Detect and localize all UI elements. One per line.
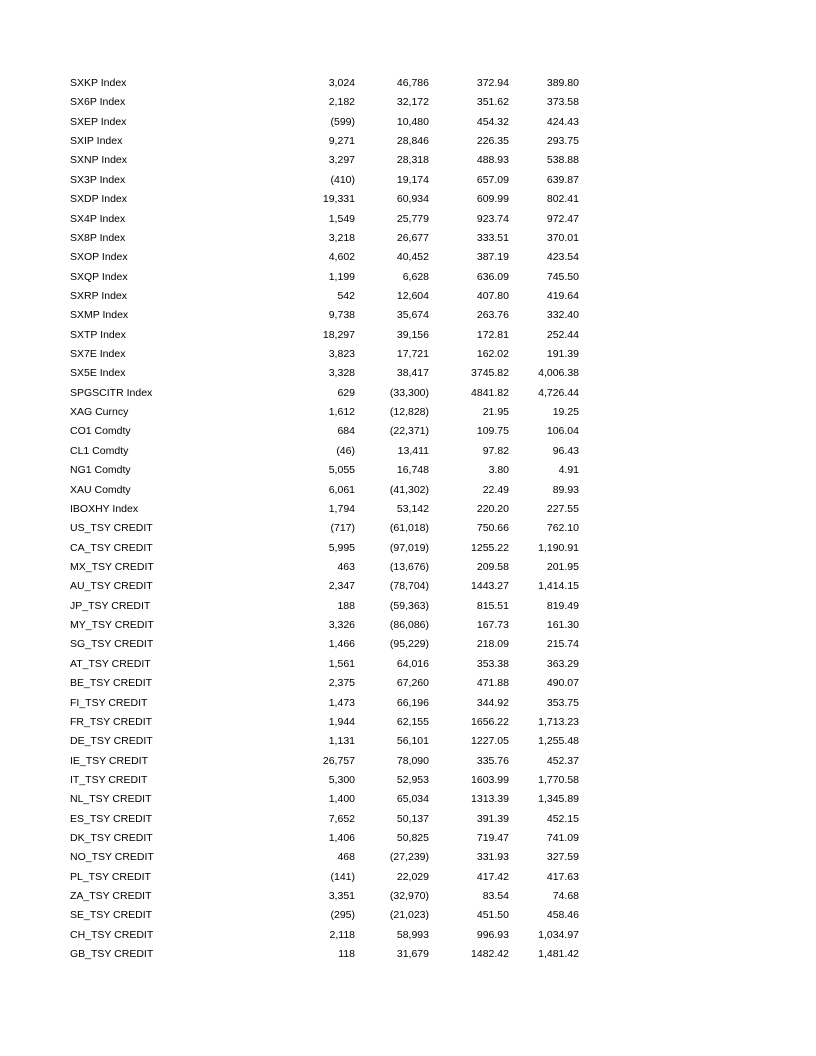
table-row bbox=[0, 326, 816, 345]
row-label: IE_TSY CREDIT bbox=[70, 754, 148, 767]
table-row bbox=[0, 151, 816, 170]
table-row bbox=[0, 732, 816, 751]
table-row bbox=[0, 113, 816, 132]
row-value-3: 351.62 bbox=[476, 96, 509, 109]
row-label: AU_TSY CREDIT bbox=[70, 580, 153, 593]
row-value-4: 1,481.42 bbox=[538, 948, 579, 961]
row-value-1: 6,061 bbox=[328, 483, 355, 496]
row-value-3: 335.76 bbox=[476, 754, 509, 767]
row-value-3: 1656.22 bbox=[471, 715, 509, 728]
row-value-3: 417.42 bbox=[476, 870, 509, 883]
row-value-1: (717) bbox=[330, 522, 355, 535]
row-value-2: (12,828) bbox=[389, 406, 429, 419]
table-row bbox=[0, 926, 816, 945]
row-value-4: 227.55 bbox=[546, 502, 579, 515]
row-value-4: 1,770.58 bbox=[538, 773, 579, 786]
row-label: CH_TSY CREDIT bbox=[70, 928, 154, 941]
row-value-1: 463 bbox=[337, 560, 355, 573]
row-value-3: 391.39 bbox=[476, 812, 509, 825]
row-value-2: (86,086) bbox=[389, 619, 429, 632]
row-value-1: 26,757 bbox=[322, 754, 355, 767]
row-label: FR_TSY CREDIT bbox=[70, 715, 153, 728]
row-label: MY_TSY CREDIT bbox=[70, 619, 154, 632]
row-value-2: 12,604 bbox=[396, 289, 429, 302]
row-value-4: 802.41 bbox=[546, 193, 579, 206]
row-value-3: 4841.82 bbox=[471, 386, 509, 399]
row-value-4: 252.44 bbox=[546, 328, 579, 341]
row-value-1: 1,466 bbox=[328, 638, 355, 651]
row-value-3: 209.58 bbox=[476, 560, 509, 573]
row-value-4: 96.43 bbox=[552, 444, 579, 457]
row-value-4: 762.10 bbox=[546, 522, 579, 535]
row-value-3: 719.47 bbox=[476, 832, 509, 845]
row-value-2: 16,748 bbox=[396, 464, 429, 477]
row-label: BE_TSY CREDIT bbox=[70, 677, 153, 690]
row-label: FI_TSY CREDIT bbox=[70, 696, 148, 709]
row-value-1: 2,375 bbox=[328, 677, 355, 690]
row-value-3: 750.66 bbox=[476, 522, 509, 535]
row-label: SPGSCITR Index bbox=[70, 386, 153, 399]
row-value-2: 13,411 bbox=[397, 444, 429, 457]
table-row bbox=[0, 461, 816, 480]
row-label: ZA_TSY CREDIT bbox=[70, 890, 152, 903]
row-value-2: (32,970) bbox=[389, 890, 429, 903]
row-label: SXIP Index bbox=[70, 135, 123, 148]
row-value-1: 19,331 bbox=[322, 193, 355, 206]
row-label: NL_TSY CREDIT bbox=[70, 793, 152, 806]
row-value-3: 657.09 bbox=[476, 173, 509, 186]
row-value-3: 1603.99 bbox=[471, 773, 509, 786]
row-label: XAU Comdty bbox=[70, 483, 131, 496]
row-label: CA_TSY CREDIT bbox=[70, 541, 153, 554]
row-value-1: 5,995 bbox=[328, 541, 355, 554]
row-value-3: 1227.05 bbox=[471, 735, 509, 748]
row-value-2: 40,452 bbox=[396, 251, 429, 264]
row-value-2: 60,934 bbox=[396, 193, 429, 206]
row-value-2: 78,090 bbox=[396, 754, 429, 767]
row-value-3: 344.92 bbox=[476, 696, 509, 709]
table-row bbox=[0, 287, 816, 306]
row-value-3: 609.99 bbox=[476, 193, 509, 206]
row-value-4: 353.75 bbox=[546, 696, 579, 709]
row-label: SX8P Index bbox=[70, 231, 126, 244]
row-value-2: 58,993 bbox=[396, 928, 429, 941]
row-value-3: 923.74 bbox=[476, 212, 509, 225]
row-value-1: (141) bbox=[330, 870, 355, 883]
row-label: SX3P Index bbox=[70, 173, 126, 186]
table-row bbox=[0, 848, 816, 867]
row-value-4: 389.80 bbox=[546, 77, 579, 89]
row-value-1: (295) bbox=[330, 909, 355, 922]
row-value-2: 17,721 bbox=[396, 348, 429, 361]
row-label: SX7E Index bbox=[70, 348, 126, 361]
row-value-2: 38,417 bbox=[396, 367, 429, 380]
row-label: GB_TSY CREDIT bbox=[70, 948, 154, 961]
row-value-3: 226.35 bbox=[476, 135, 509, 148]
table-row bbox=[0, 694, 816, 713]
data-table bbox=[0, 74, 816, 965]
row-value-2: 6,628 bbox=[402, 270, 429, 283]
row-label: SXNP Index bbox=[70, 154, 128, 167]
row-value-4: 1,034.97 bbox=[538, 928, 579, 941]
row-value-2: 39,156 bbox=[396, 328, 429, 341]
row-value-2: (61,018) bbox=[389, 522, 429, 535]
table-row bbox=[0, 810, 816, 829]
row-value-4: 423.54 bbox=[546, 251, 579, 264]
row-value-1: 1,400 bbox=[328, 793, 355, 806]
row-value-4: 972.47 bbox=[546, 212, 579, 225]
row-value-4: 373.58 bbox=[546, 96, 579, 109]
row-value-3: 3.80 bbox=[488, 464, 509, 477]
table-row bbox=[0, 384, 816, 403]
row-label: XAG Curncy bbox=[70, 406, 129, 419]
row-value-4: 161.30 bbox=[546, 619, 579, 632]
row-value-4: 370.01 bbox=[546, 231, 579, 244]
row-value-3: 333.51 bbox=[476, 231, 509, 244]
row-value-1: 1,561 bbox=[328, 657, 355, 670]
row-value-4: 74.68 bbox=[552, 890, 579, 903]
row-label: ES_TSY CREDIT bbox=[70, 812, 153, 825]
row-value-1: 629 bbox=[337, 386, 355, 399]
row-label: SXEP Index bbox=[70, 115, 127, 128]
table-row bbox=[0, 674, 816, 693]
row-label: NG1 Comdty bbox=[70, 464, 131, 477]
row-label: AT_TSY CREDIT bbox=[70, 657, 151, 670]
table-row bbox=[0, 500, 816, 519]
row-value-1: (599) bbox=[330, 115, 355, 128]
table-row bbox=[0, 655, 816, 674]
table-row bbox=[0, 132, 816, 151]
row-value-2: 32,172 bbox=[396, 96, 429, 109]
row-value-1: 1,131 bbox=[328, 735, 355, 748]
table-row bbox=[0, 558, 816, 577]
row-label: SX5E Index bbox=[70, 367, 126, 380]
table-row bbox=[0, 519, 816, 538]
row-value-1: 188 bbox=[337, 599, 355, 612]
row-value-1: 468 bbox=[337, 851, 355, 864]
row-value-2: 22,029 bbox=[396, 870, 429, 883]
row-value-2: (21,023) bbox=[389, 909, 429, 922]
row-value-2: 64,016 bbox=[396, 657, 429, 670]
row-value-4: 106.04 bbox=[546, 425, 579, 438]
row-value-3: 454.32 bbox=[476, 115, 509, 128]
row-value-3: 218.09 bbox=[476, 638, 509, 651]
row-value-4: 332.40 bbox=[546, 309, 579, 322]
row-value-2: (78,704) bbox=[389, 580, 429, 593]
row-value-4: 4,006.38 bbox=[538, 367, 579, 380]
row-value-1: 18,297 bbox=[322, 328, 355, 341]
row-value-4: 19.25 bbox=[552, 406, 579, 419]
table-row bbox=[0, 868, 816, 887]
row-value-2: 26,677 bbox=[396, 231, 429, 244]
row-value-2: (27,239) bbox=[389, 851, 429, 864]
table-row bbox=[0, 771, 816, 790]
row-value-3: 220.20 bbox=[476, 502, 509, 515]
row-label: NO_TSY CREDIT bbox=[70, 851, 154, 864]
row-value-1: 3,351 bbox=[328, 890, 355, 903]
row-value-4: 419.64 bbox=[546, 289, 579, 302]
row-label: SXQP Index bbox=[70, 270, 128, 283]
table-row bbox=[0, 306, 816, 325]
row-value-4: 1,190.91 bbox=[538, 541, 579, 554]
row-value-3: 21.95 bbox=[482, 406, 509, 419]
row-value-3: 83.54 bbox=[482, 890, 509, 903]
row-value-4: 363.29 bbox=[546, 657, 579, 670]
row-label: CL1 Comdty bbox=[70, 444, 129, 457]
row-value-3: 488.93 bbox=[476, 154, 509, 167]
row-value-1: 542 bbox=[337, 289, 355, 302]
row-value-2: 65,034 bbox=[396, 793, 429, 806]
row-label: US_TSY CREDIT bbox=[70, 522, 153, 535]
row-value-3: 109.75 bbox=[476, 425, 509, 438]
row-label: SXOP Index bbox=[70, 251, 128, 264]
row-label: SXTP Index bbox=[70, 328, 126, 341]
row-value-4: 639.87 bbox=[546, 173, 579, 186]
row-value-1: 2,182 bbox=[328, 96, 355, 109]
row-value-4: 1,345.89 bbox=[538, 793, 579, 806]
row-value-3: 263.76 bbox=[476, 309, 509, 322]
row-value-1: 1,944 bbox=[328, 715, 355, 728]
table-row bbox=[0, 906, 816, 925]
table-row bbox=[0, 752, 816, 771]
row-label: SXDP Index bbox=[70, 193, 128, 206]
row-value-4: 191.39 bbox=[546, 348, 579, 361]
row-value-4: 819.49 bbox=[546, 599, 579, 612]
table-row bbox=[0, 597, 816, 616]
row-value-1: 1,199 bbox=[328, 270, 355, 283]
table-row bbox=[0, 945, 816, 964]
row-label: MX_TSY CREDIT bbox=[70, 560, 154, 573]
row-value-2: (33,300) bbox=[389, 386, 429, 399]
row-value-3: 1313.39 bbox=[471, 793, 509, 806]
row-value-1: 4,602 bbox=[328, 251, 355, 264]
table-row bbox=[0, 829, 816, 848]
row-value-1: (410) bbox=[330, 173, 355, 186]
row-value-4: 327.59 bbox=[546, 851, 579, 864]
row-value-1: 9,738 bbox=[328, 309, 355, 322]
table-row bbox=[0, 190, 816, 209]
row-value-1: 5,300 bbox=[328, 773, 355, 786]
row-value-1: 118 bbox=[338, 948, 355, 961]
row-value-3: 451.50 bbox=[476, 909, 509, 922]
row-value-4: 417.63 bbox=[546, 870, 579, 883]
row-label: JP_TSY CREDIT bbox=[70, 599, 151, 612]
row-value-2: (95,229) bbox=[389, 638, 429, 651]
row-value-3: 1482.42 bbox=[471, 948, 509, 961]
table-row bbox=[0, 577, 816, 596]
row-value-3: 1443.27 bbox=[471, 580, 509, 593]
row-value-1: 1,473 bbox=[328, 696, 355, 709]
table-row bbox=[0, 364, 816, 383]
row-value-3: 372.94 bbox=[476, 77, 509, 89]
row-value-2: 66,196 bbox=[396, 696, 429, 709]
row-value-3: 1255.22 bbox=[471, 541, 509, 554]
row-value-1: 3,297 bbox=[328, 154, 355, 167]
row-value-4: 1,414.15 bbox=[538, 580, 579, 593]
row-label: SXKP Index bbox=[70, 77, 127, 89]
row-value-2: (13,676) bbox=[389, 560, 429, 573]
row-value-4: 293.75 bbox=[546, 135, 579, 148]
row-value-1: 1,794 bbox=[328, 502, 355, 515]
row-value-3: 471.88 bbox=[476, 677, 509, 690]
row-label: SG_TSY CREDIT bbox=[70, 638, 154, 651]
row-value-2: 62,155 bbox=[396, 715, 429, 728]
row-value-3: 97.82 bbox=[482, 444, 509, 457]
row-value-4: 215.74 bbox=[546, 638, 579, 651]
row-value-1: 7,652 bbox=[328, 812, 355, 825]
row-value-1: 3,218 bbox=[328, 231, 355, 244]
row-value-2: 19,174 bbox=[396, 173, 429, 186]
row-value-4: 452.15 bbox=[546, 812, 579, 825]
row-label: DE_TSY CREDIT bbox=[70, 735, 153, 748]
row-value-4: 4.91 bbox=[558, 464, 579, 477]
table-row bbox=[0, 74, 816, 93]
table-row bbox=[0, 268, 816, 287]
row-value-1: 2,118 bbox=[329, 928, 355, 941]
row-label: SE_TSY CREDIT bbox=[70, 909, 153, 922]
row-value-1: 684 bbox=[337, 425, 355, 438]
table-row bbox=[0, 248, 816, 267]
row-value-2: 50,137 bbox=[396, 812, 429, 825]
row-value-2: (59,363) bbox=[389, 599, 429, 612]
table-row bbox=[0, 229, 816, 248]
row-value-4: 4,726.44 bbox=[538, 386, 579, 399]
row-value-2: (97,019) bbox=[389, 541, 429, 554]
row-label: IT_TSY CREDIT bbox=[70, 773, 148, 786]
row-value-1: 3,328 bbox=[328, 367, 355, 380]
row-value-4: 490.07 bbox=[546, 677, 579, 690]
row-value-1: (46) bbox=[336, 444, 355, 457]
row-value-2: 28,846 bbox=[396, 135, 429, 148]
row-value-1: 1,406 bbox=[328, 832, 355, 845]
table-row bbox=[0, 210, 816, 229]
row-value-1: 1,549 bbox=[328, 212, 355, 225]
row-value-3: 353.38 bbox=[476, 657, 509, 670]
row-value-2: 50,825 bbox=[396, 832, 429, 845]
row-value-4: 538.88 bbox=[546, 154, 579, 167]
row-value-3: 167.73 bbox=[476, 619, 509, 632]
row-value-3: 387.19 bbox=[476, 251, 509, 264]
row-value-4: 1,255.48 bbox=[538, 735, 579, 748]
table-row bbox=[0, 790, 816, 809]
row-value-3: 162.02 bbox=[476, 348, 509, 361]
table-row bbox=[0, 442, 816, 461]
table-row bbox=[0, 403, 816, 422]
row-value-1: 3,326 bbox=[328, 619, 355, 632]
table-row bbox=[0, 713, 816, 732]
row-value-2: (41,302) bbox=[389, 483, 429, 496]
row-value-3: 407.80 bbox=[476, 289, 509, 302]
row-label: SXRP Index bbox=[70, 289, 128, 302]
row-value-3: 996.93 bbox=[476, 928, 509, 941]
row-value-2: 52,953 bbox=[396, 773, 429, 786]
row-value-2: 25,779 bbox=[396, 212, 429, 225]
row-value-4: 741.09 bbox=[546, 832, 579, 845]
row-value-3: 3745.82 bbox=[471, 367, 509, 380]
table-row bbox=[0, 345, 816, 364]
row-label: DK_TSY CREDIT bbox=[70, 832, 153, 845]
table-row bbox=[0, 93, 816, 112]
row-value-4: 424.43 bbox=[546, 115, 579, 128]
table-row bbox=[0, 422, 816, 441]
row-value-4: 745.50 bbox=[546, 270, 579, 283]
table-row bbox=[0, 539, 816, 558]
table-row bbox=[0, 635, 816, 654]
row-value-1: 3,024 bbox=[328, 77, 355, 89]
row-label: PL_TSY CREDIT bbox=[70, 870, 151, 883]
row-value-1: 3,823 bbox=[328, 348, 355, 361]
row-value-2: 35,674 bbox=[396, 309, 429, 322]
row-value-4: 1,713.23 bbox=[538, 715, 579, 728]
table-row bbox=[0, 171, 816, 190]
row-value-1: 2,347 bbox=[328, 580, 355, 593]
row-value-1: 1,612 bbox=[328, 406, 355, 419]
row-value-4: 89.93 bbox=[552, 483, 579, 496]
row-label: CO1 Comdty bbox=[70, 425, 131, 438]
row-value-3: 815.51 bbox=[476, 599, 509, 612]
row-value-2: (22,371) bbox=[389, 425, 429, 438]
row-label: SXMP Index bbox=[70, 309, 129, 322]
row-label: SX4P Index bbox=[70, 212, 126, 225]
row-value-2: 10,480 bbox=[396, 115, 429, 128]
row-value-4: 458.46 bbox=[546, 909, 579, 922]
row-value-2: 31,679 bbox=[396, 948, 429, 961]
table-row bbox=[0, 481, 816, 500]
row-value-2: 46,786 bbox=[396, 77, 429, 89]
row-value-2: 53,142 bbox=[396, 502, 429, 515]
row-value-4: 201.95 bbox=[546, 560, 579, 573]
row-value-1: 5,055 bbox=[328, 464, 355, 477]
row-value-2: 67,260 bbox=[396, 677, 429, 690]
row-value-4: 452.37 bbox=[546, 754, 579, 767]
row-label: IBOXHY Index bbox=[70, 502, 139, 515]
row-label: SX6P Index bbox=[70, 96, 126, 109]
row-value-3: 172.81 bbox=[476, 328, 509, 341]
row-value-2: 28,318 bbox=[396, 154, 429, 167]
row-value-3: 636.09 bbox=[476, 270, 509, 283]
row-value-2: 56,101 bbox=[396, 735, 429, 748]
row-value-1: 9,271 bbox=[328, 135, 355, 148]
table-row bbox=[0, 616, 816, 635]
row-value-3: 331.93 bbox=[476, 851, 509, 864]
table-row bbox=[0, 887, 816, 906]
row-value-3: 22.49 bbox=[482, 483, 509, 496]
